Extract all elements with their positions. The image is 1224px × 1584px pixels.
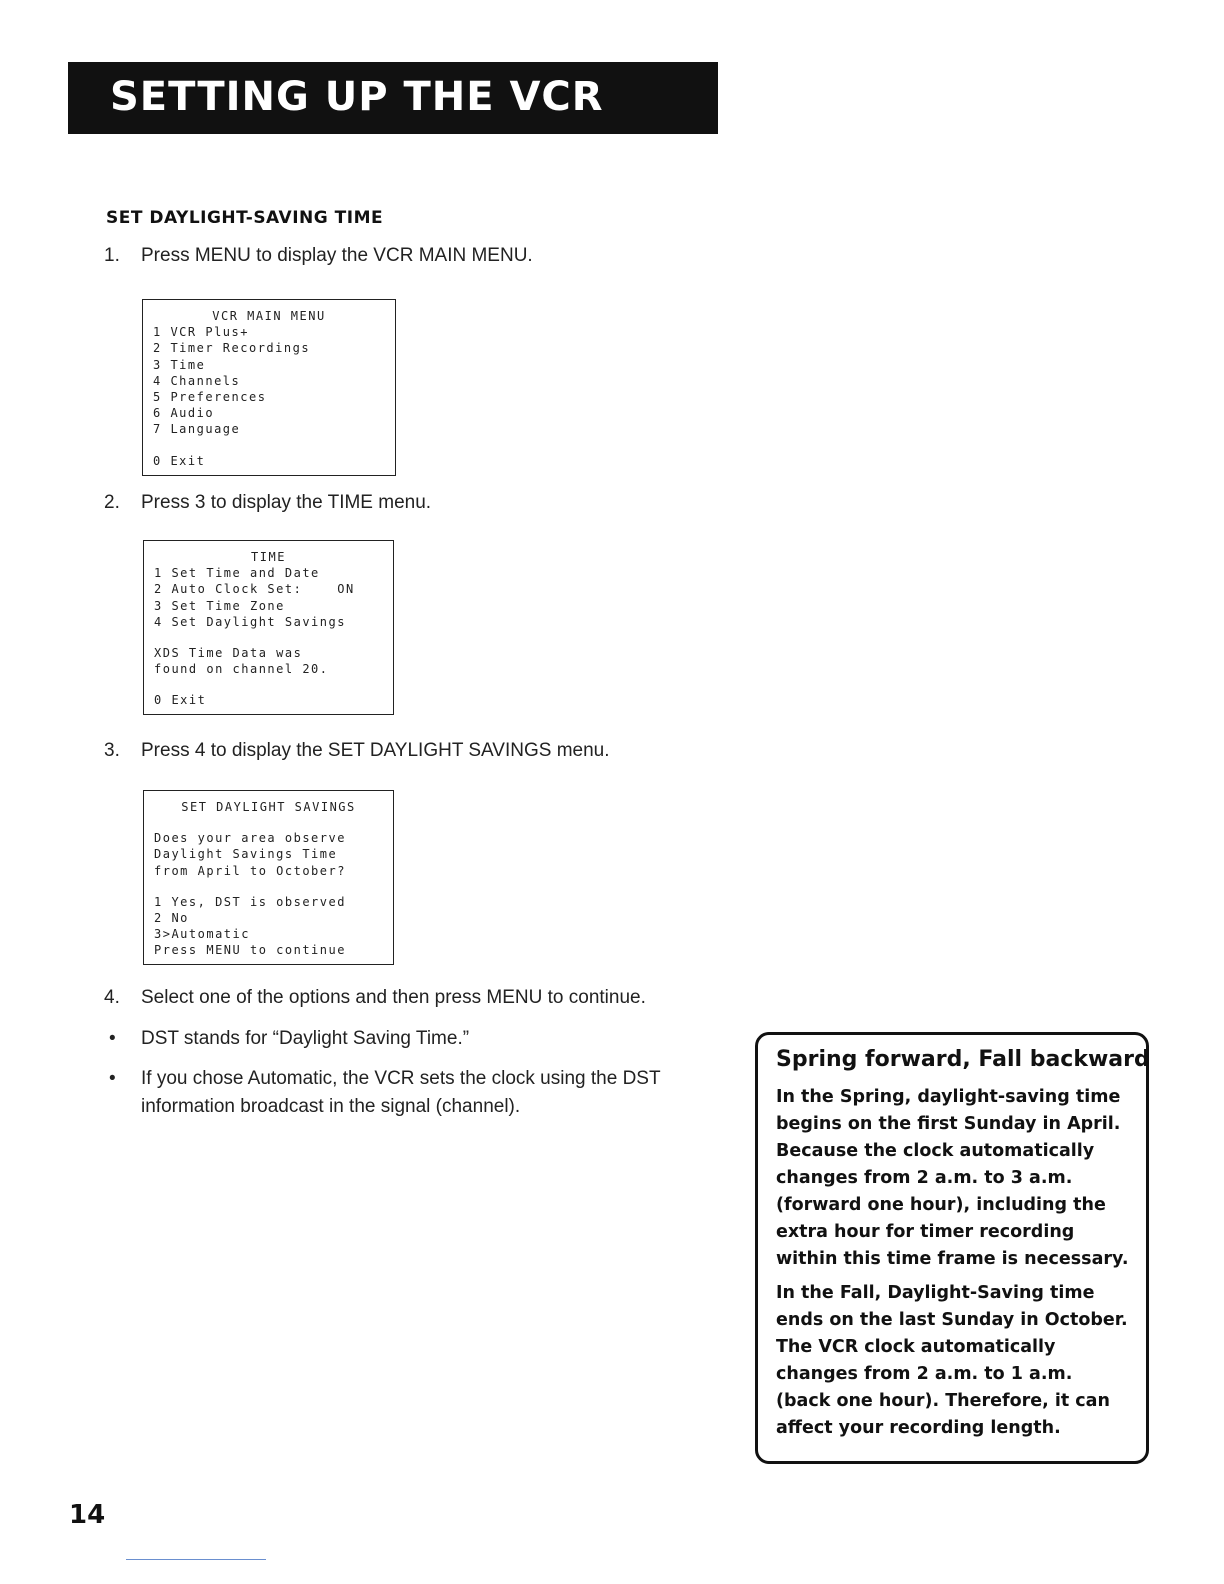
menu-item: 7 Language [153,422,241,437]
tip-box-paragraph: In the Fall, Daylight-Saving time ends on the last Sunday in October. The VCR clock automatically changes from 2 a.m. to 1 a.m. (back one hour). Therefore, it can affect your recording length. [776,1283,1128,1438]
menu-item: 4 Channels [153,373,241,388]
menu-item: 1 Set Time and Date [154,566,320,581]
screen-question: Does your area observe [154,831,346,846]
step-number: 3. [104,740,120,761]
header-bar [68,62,718,134]
menu-item: 3 Set Time Zone [154,598,285,613]
menu-item: 5 Preferences [153,389,267,404]
vcr-main-menu-screen [142,299,396,476]
step-number: 2. [104,492,120,513]
bullet-text: DST stands for “Daylight Saving Time.” [141,1028,470,1049]
step-1 [104,245,533,267]
menu-option: 2 No [154,910,189,925]
bullet-text: If you chose Automatic, the VCR sets the clock using the DST information broadcast in the signal (channel). [141,1068,661,1117]
screen-title: VCR MAIN MENU [212,309,326,323]
menu-option-selected: 3>Automatic [154,927,250,942]
step-text: Press 3 to display the TIME menu. [141,492,432,513]
step-text: Press 4 to display the SET DAYLIGHT SAVINGS menu. [141,740,610,761]
screen-question: Daylight Savings Time [154,847,338,862]
page-title: SETTING UP THE VCR [110,74,604,120]
bullet-icon: • [109,1068,116,1089]
step-number: 4. [104,987,120,1008]
section-heading: SET DAYLIGHT-SAVING TIME [106,208,384,228]
menu-item: 4 Set Daylight Savings [154,614,346,629]
step-4 [104,987,646,1009]
time-menu-screen [143,540,394,715]
menu-item: 2 Timer Recordings [153,341,311,356]
tip-box-title: Spring forward, Fall backward [776,1047,1150,1072]
screen-info: found on channel 20. [154,662,329,677]
menu-item: 2 Auto Clock Set: ON [154,582,355,597]
screen-info: XDS Time Data was [154,645,303,660]
tip-box-paragraph: In the Spring, daylight-saving time begins on the first Sunday in April. Because the clock automatically changes from 2 a.m. to 3 a.m. (forward one hour), including the extra hour for timer recording within this time frame is necessary. [776,1087,1129,1269]
screen-question: from April to October? [154,863,346,878]
menu-exit: 0 Exit [153,453,206,468]
step-2 [104,492,431,514]
set-daylight-savings-screen [143,790,394,965]
step-text: Select one of the options and then press MENU to continue. [141,987,646,1008]
menu-item: 6 Audio [153,406,215,421]
menu-item: 1 VCR Plus+ [153,325,249,340]
bullet-icon: • [109,1028,116,1049]
screen-title: SET DAYLIGHT SAVINGS [181,800,356,814]
menu-exit: 0 Exit [154,693,207,708]
menu-item: 3 Time [153,357,206,372]
screen-title: TIME [251,550,286,564]
page-number: 14 [69,1500,106,1530]
menu-continue-hint: Press MENU to continue [154,943,346,958]
step-number: 1. [104,245,120,266]
step-text: Press MENU to display the VCR MAIN MENU. [141,245,533,266]
menu-option: 1 Yes, DST is observed [154,894,346,909]
step-3 [104,740,610,762]
footer-divider [126,1559,266,1560]
tip-box [755,1032,1149,1464]
